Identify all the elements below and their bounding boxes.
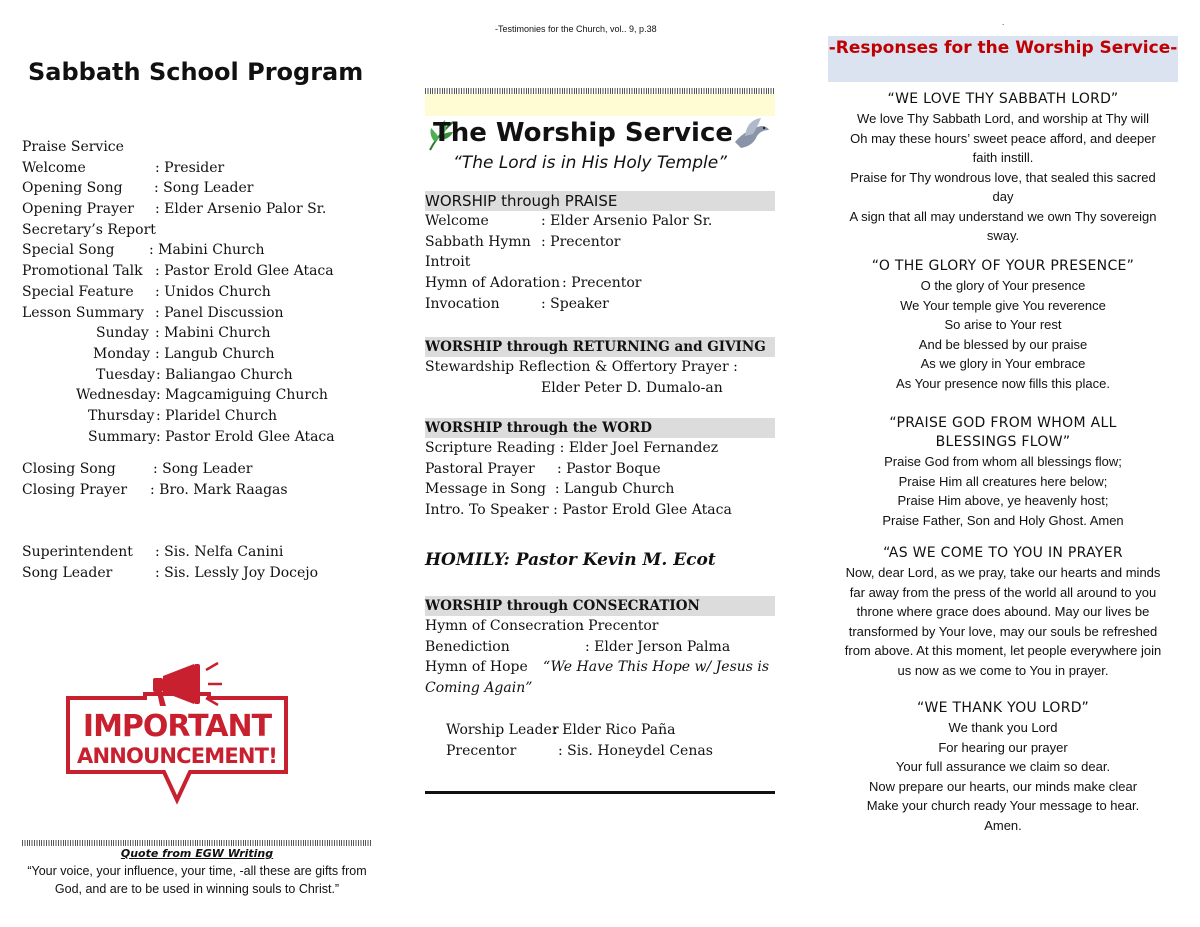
dot-mark: .: [1002, 18, 1005, 27]
consecration-section: [425, 596, 775, 699]
song-line: We Your temple give You reverence: [900, 297, 1106, 313]
section-heading: WORSHIP through CONSECRATION: [425, 596, 775, 616]
program-line: Invocation : Speaker: [425, 295, 609, 312]
responses-heading: -Responses for the Worship Service-: [828, 36, 1178, 82]
song-line: Praise for Thy wondrous love, that sealed this sacred: [850, 169, 1156, 185]
song-line: For hearing our prayer: [938, 739, 1068, 755]
praise-section: [425, 191, 775, 314]
song-line: Praise Him above, ye heavenly host;: [897, 493, 1109, 508]
worship-service-subtitle: “The Lord is in His Holy Temple”: [453, 153, 727, 173]
section-heading: WORSHIP through the WORD: [425, 418, 775, 438]
important-announcement-graphic: [62, 660, 292, 810]
program-line: Coming Again”: [425, 680, 533, 697]
announcement-badge: [62, 660, 292, 810]
quote-divider: [22, 840, 372, 846]
song-title: “O THE GLORY OF YOUR PRESENCE”: [871, 258, 1135, 274]
song-line: transformed by Your love, may our souls be refreshed: [848, 623, 1158, 639]
announcement-line1: IMPORTANT: [82, 709, 272, 744]
program-line: Pastoral Prayer : Pastor Boque: [425, 460, 661, 477]
song-line: Oh may these hours’ sweet peace afford, and deeper: [850, 130, 1156, 146]
response-song: [828, 699, 1178, 835]
program-line: Elder Peter D. Dumalo-an: [541, 379, 723, 396]
response-song: [828, 90, 1178, 246]
song-line: us now as we come to You in prayer.: [897, 662, 1109, 678]
song-line: As Your presence now fills this place.: [896, 375, 1110, 391]
response-song: [828, 414, 1178, 530]
program-line: Introit: [425, 254, 471, 271]
bottom-divider: [425, 791, 775, 794]
song-line: Now, dear Lord, as we pray, take our hearts and minds: [845, 565, 1161, 580]
leaders-section: [425, 720, 775, 761]
song-title: “WE THANK YOU LORD”: [916, 700, 1090, 716]
song-title: “WE LOVE THY SABBATH LORD”: [887, 91, 1119, 107]
program-line: Sabbath Hymn : Precentor: [425, 233, 621, 250]
song-line: from above. At this moment, let people everywhere join: [844, 643, 1162, 658]
program-line: Message in Song : Langub Church: [425, 481, 675, 498]
song-line: And be blessed by our praise: [918, 336, 1088, 352]
giving-section: [425, 337, 775, 398]
citation: -Testimonies for the Church, vol.. 9, p.38: [495, 24, 657, 34]
song-title: “AS WE COME TO YOU IN PRAYER: [883, 545, 1123, 561]
announcement-line2: ANNOUNCEMENT!: [77, 744, 277, 768]
song-line: Praise Father, Son and Holy Ghost. Amen: [882, 512, 1124, 528]
section-heading: WORSHIP through RETURNING and GIVING: [425, 337, 775, 357]
sabbath-school-title: Sabbath School Program: [28, 58, 364, 86]
dove-icon: [731, 116, 771, 154]
program-line: Scripture Reading : Elder Joel Fernandez: [425, 440, 719, 456]
quote-text: “Your voice, your influence, your time, -all these are gifts from God, and are to be used in winning souls to Christ.”: [27, 864, 367, 896]
program-line: Benediction : Elder Jerson Palma: [425, 638, 731, 655]
song-line: throne where grace does abound. May our lives be: [856, 604, 1150, 619]
song-line: O the glory of Your presence: [920, 278, 1086, 293]
quote-heading: Quote from EGW Writing: [120, 847, 274, 860]
song-line: A sign that all may understand we own Thy sovereign: [849, 208, 1157, 224]
song-line: Now prepare our hearts, our minds make clear: [868, 778, 1138, 794]
program-line: Worship Leader : Elder Rico Paña: [446, 722, 676, 738]
song-line: Your full assurance we claim so dear.: [895, 759, 1111, 774]
word-section: [425, 418, 775, 521]
song-line: As we glory in Your embrace: [920, 356, 1086, 371]
song-line: Make your church ready Your message to hear.: [866, 798, 1140, 813]
song-line: Praise God from whom all blessings flow;: [884, 454, 1122, 469]
song-line: So arise to Your rest: [944, 317, 1062, 332]
song-line: Amen.: [984, 817, 1022, 833]
worship-service-title: The Worship Service: [433, 118, 734, 148]
program-line: Hymn of Hope “We Have This Hope w/ Jesus is: [425, 659, 770, 676]
song-line: day: [992, 189, 1014, 204]
program-line: Welcome : Elder Arsenio Palor Sr.: [425, 213, 713, 229]
header-band: [425, 94, 775, 116]
program-line: Hymn of Consecration : Precentor: [425, 618, 659, 634]
program-line: Stewardship Reflection & Offertory Prayer :: [425, 359, 738, 375]
program-line: Hymn of Adoration : Precentor: [425, 275, 642, 292]
response-song: [828, 544, 1178, 680]
song-line: faith instill.: [972, 150, 1034, 165]
song-line: sway.: [986, 228, 1020, 243]
homily-line: HOMILY: Pastor Kevin M. Ecot: [425, 550, 716, 570]
song-line: We thank you Lord: [948, 720, 1058, 735]
song-line: far away from the press of the world all around to you: [849, 584, 1157, 600]
section-heading: WORSHIP through PRAISE: [425, 191, 775, 211]
program-line: Precentor : Sis. Honeydel Cenas: [446, 742, 713, 759]
song-line: Praise Him all creatures here below;: [898, 473, 1108, 489]
song-title: “PRAISE GOD FROM WHOM ALL BLESSINGS FLOW”: [889, 415, 1117, 450]
response-song: [828, 257, 1178, 393]
song-line: We love Thy Sabbath Lord, and worship at Thy will: [857, 111, 1149, 126]
program-line: Intro. To Speaker : Pastor Erold Glee Ataca: [425, 502, 732, 519]
